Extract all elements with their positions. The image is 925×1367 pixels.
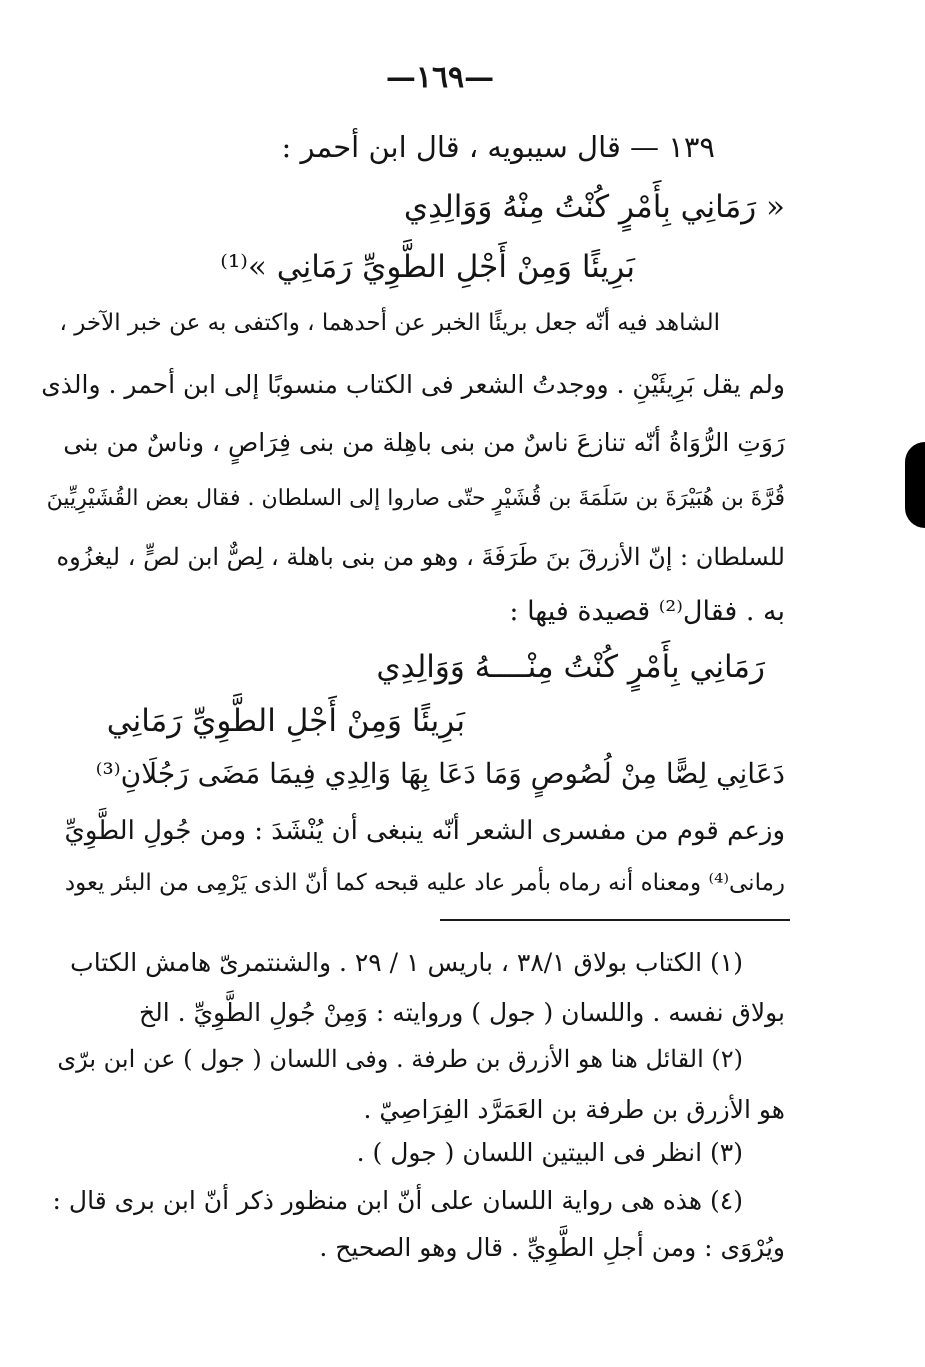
entry-heading: ١٣٩ — قال سيبويه ، قال ابن أحمر : <box>281 130 715 164</box>
footnote-separator <box>440 919 790 921</box>
footnote-line: هو الأزرق بن طرفة بن العَمَرَّد الفِرَاصِيّ . <box>363 1095 785 1124</box>
footnote-line: بولاق نفسه . واللسان ( جول ) وروايته : وَمِنْ جُولِ الطَّوِيِّ . الخ <box>138 998 785 1027</box>
body-line: للسلطان : إنّ الأزرقَ بنَ طَرَفَةَ ، وهو من بنى باهلة ، لِصٌّ ابن لصٍّ ، ليغزُوه <box>56 543 785 571</box>
body-line: رمانى⁽⁴⁾ ومعناه أنه رماه بأمر عاد عليه قبحه كما أنّ الذى يَرْمِى من البئر يعود <box>64 870 785 896</box>
body-line: وزعم قوم من مفسرى الشعر أنّه ينبغى أن يُنْشَدَ : ومن جُولِ الطَّوِيِّ <box>64 816 785 846</box>
body-line: رَوَتِ الرُّوَاةُ أنّه تنازعَ ناسٌ من بنى باهِلة من بنى فِرَاصٍ ، وناسٌ من بنى <box>63 428 785 457</box>
verse-2-hemistich-1: رَمَانِي بِأَمْرٍ كُنْتُ مِنْــــهُ وَوَالِدِي <box>376 649 765 685</box>
body-line: قُرَّةَ بن هُبَيْرَةَ بن سَلَمَةَ بن قُشَيْرٍ حتّى صاروا إلى السلطان . فقال بعض القُشَيْرِيِّينَ <box>46 486 785 511</box>
verse-2-hemistich-2: بَرِيئًا وَمِنْ أَجْلِ الطَّوِيِّ رَمَانِي <box>106 703 465 739</box>
scan-edge-mark <box>905 442 925 528</box>
body-line: ولم يقل بَرِيئَيْنِ . ووجدتُ الشعر فى الكتاب منسوبًا إلى ابن أحمر . والذى <box>41 370 785 399</box>
body-line: الشاهد فيه أنّه جعل بريئًا الخبر عن أحدهما ، واكتفى به عن خبر الآخر ، <box>59 310 720 336</box>
footnote-line: (٤) هذه هى رواية اللسان على أنّ ابن منظور ذكر أنّ ابن برى قال : <box>52 1186 743 1215</box>
footnote-line: (٣) انظر فى البيتين اللسان ( جول ) . <box>356 1138 743 1167</box>
page-number: —١٦٩— <box>385 60 495 95</box>
footnote-line: (١) الكتاب بولاق ٣٨/١ ، باريس ١ / ٢٩ . والشنتمرىّ هامش الكتاب <box>70 948 743 977</box>
verse-1-hemistich-1: « رَمَانِي بِأَمْرٍ كُنْتُ مِنْهُ وَوَالِدِي <box>403 189 785 225</box>
footnote-line: ويُرْوَى : ومن أجلِ الطَّوِيِّ . قال وهو الصحيح . <box>319 1233 785 1262</box>
body-line: به . فقال⁽²⁾ قصيدة فيها : <box>509 596 785 627</box>
verse-1-hemistich-2: بَرِيئًا وَمِنْ أَجْلِ الطَّوِيِّ رَمَانِي »⁽¹⁾ <box>220 249 635 285</box>
verse-3: دَعَانِي لِصًّا مِنْ لُصُوصٍ وَمَا دَعَا بِهَا وَالِدِي فِيمَا مَضَى رَجُلَانِ⁽³⁾ <box>95 757 785 790</box>
footnote-line: (٢) القائل هنا هو الأزرق بن طرفة . وفى اللسان ( جول ) عن ابن برّى <box>57 1045 743 1073</box>
